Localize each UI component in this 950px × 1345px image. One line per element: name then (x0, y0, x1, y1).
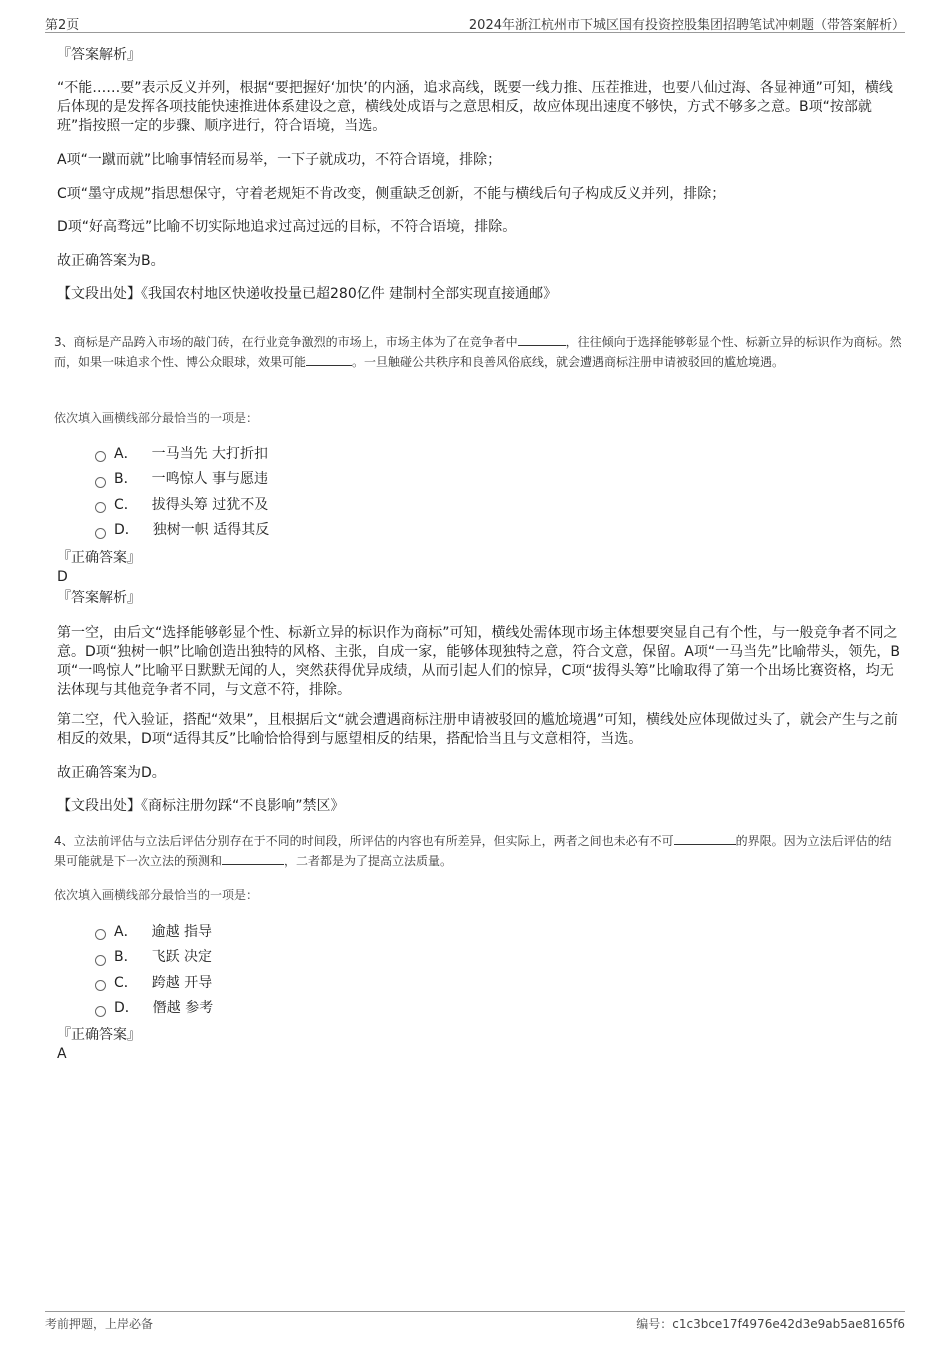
q4-stem-part-3: ，二者都是为了提高立法质量。 (284, 853, 453, 868)
q3-options (95, 440, 269, 542)
q3-stem-part-3: 。一旦触碰公共秩序和良善风俗底线，就会遭遇商标注册申请被驳回的尴尬境遇。 (352, 354, 785, 369)
q4-blank-1 (674, 844, 736, 845)
q3-option-b[interactable]: B． 一鸣惊人 事与愿违 (95, 466, 269, 492)
q3-answer-label: 『正确答案』 (57, 550, 141, 566)
radio-icon[interactable] (95, 955, 106, 966)
q4-option-a[interactable]: A． 逾越 指导 (95, 918, 213, 944)
q2-analysis-paragraph-4: D项“好高骛远”比喻不切实际地追求过高过远的目标，不符合语境，排除。 (57, 219, 517, 235)
q4-option-b[interactable]: B． 飞跃 决定 (95, 944, 213, 970)
q4-stem-part-2: 的界限。因为立法后评估的结果可能就是下一次立法的预测和 (54, 834, 892, 868)
q3-blank-2 (306, 365, 352, 366)
q4-answer-label: 『正确答案』 (57, 1027, 141, 1043)
q4-options (95, 918, 213, 1020)
q3-analysis-paragraph-1: 第一空，由后文“选择能够彰显个性、标新立异的标识作为商标”可知，横线处需体现市场主体想要突显自己有个性，与一般竞争者不同之意。D项“独树一帜”比喻创造出独特的风格、主张，自成一家，能够体现独特之意，符合文意，保留。A项“一马当先”比喻带头，领先，B项“一鸣惊人”比喻平日默默无闻的人，突然获得优异成绩，从而引起人们的惊异，C项“拔得头筹”比喻取得了第一个出场比赛资格，均无法体现与其他竞争者不同，与文意不符，排除。 (57, 625, 900, 698)
q2-conclusion: 故正确答案为B。 (57, 253, 165, 269)
q3-answer: D (57, 569, 68, 585)
q3-analysis-paragraph-2: 第二空，代入验证，搭配“效果”，且根据后文“就会遭遇商标注册申请被驳回的尴尬境遇”可知，横线处应体现做过头了，就会产生与之前相反的效果，D项“适得其反”比喻恰恰得到与愿望相反的结果，搭配恰当且与文意相符，当选。 (57, 712, 899, 747)
q3-option-a[interactable]: A． 一马当先 大打折扣 (95, 440, 269, 466)
q3-stem (54, 333, 902, 372)
q3-prompt: 依次填入画横线部分最恰当的一项是： (54, 411, 259, 425)
q3-blank-1 (518, 345, 566, 346)
q2-source: 【文段出处】《我国农村地区快递收投量已超280亿件 建制村全部实现直接通邮》 (57, 286, 558, 302)
q3-source: 【文段出处】《商标注册勿踩“不良影响”禁区》 (57, 798, 345, 814)
q4-blank-2 (222, 864, 284, 865)
q4-stem-part-1: 4、立法前评估与立法后评估分别存在于不同的时间段，所评估的内容也有所差异，但实际上，两者之间也未必有不可 (54, 834, 674, 848)
q4-stem (54, 832, 902, 871)
q3-option-d[interactable]: D． 独树一帜 适得其反 (95, 517, 269, 543)
q2-analysis-label: 『答案解析』 (57, 47, 141, 63)
q3-conclusion: 故正确答案为D。 (57, 765, 166, 781)
page-footer (45, 1311, 905, 1331)
q4-option-d[interactable]: D． 僭越 参考 (95, 995, 213, 1021)
radio-icon[interactable] (95, 980, 106, 991)
radio-icon[interactable] (95, 502, 106, 513)
radio-icon[interactable] (95, 528, 106, 539)
q4-option-c[interactable]: C． 跨越 开导 (95, 969, 213, 995)
q3-stem-part-1: 3、商标是产品跨入市场的敲门砖，在行业竞争激烈的市场上，市场主体为了在竞争者中 (54, 335, 518, 349)
q3-stem-part-2: ，往往倾向于选择能够彰显个性、标新立异的标识作为商标。然而，如果一味追求个性、博公众眼球，效果可能 (54, 335, 902, 369)
q3-analysis-label: 『答案解析』 (57, 590, 141, 606)
document-id: 编号：c1c3bce17f4976e42d3e9ab5ae8165f6 (636, 1317, 905, 1331)
page-number: 第2页 (45, 18, 80, 33)
radio-icon[interactable] (95, 451, 106, 462)
footer-slogan: 考前押题，上岸必备 (45, 1317, 154, 1331)
q4-answer: A (57, 1046, 67, 1062)
radio-icon[interactable] (95, 1006, 106, 1017)
q3-option-c[interactable]: C． 拔得头筹 过犹不及 (95, 491, 269, 517)
radio-icon[interactable] (95, 929, 106, 940)
q2-analysis-paragraph-3: C项“墨守成规”指思想保守，守着老规矩不肯改变，侧重缺乏创新，不能与横线后句子构成反义并列，排除； (57, 186, 726, 202)
q2-analysis-paragraph-1: “不能……要”表示反义并列，根据“要把握好‘加快’的内涵，追求高线，既要一线力推、压茬推进，也要八仙过海、各显神通”可知，横线后体现的是发挥各项技能快速推进体系建设之意，横线处成语与之意思相反，故应体现出速度不够快，方式不够多之意。B项“按部就班”指按照一定的步骤、顺序进行，符合语境，当选。 (57, 80, 893, 134)
document-title: 2024年浙江杭州市下城区国有投资控股集团招聘笔试冲刺题（带答案解析） (468, 18, 905, 33)
page-header (45, 12, 905, 33)
q2-analysis-paragraph-2: A项“一蹴而就”比喻事情轻而易举，一下子就成功，不符合语境，排除； (57, 152, 502, 168)
q4-prompt: 依次填入画横线部分最恰当的一项是： (54, 888, 259, 902)
radio-icon[interactable] (95, 477, 106, 488)
